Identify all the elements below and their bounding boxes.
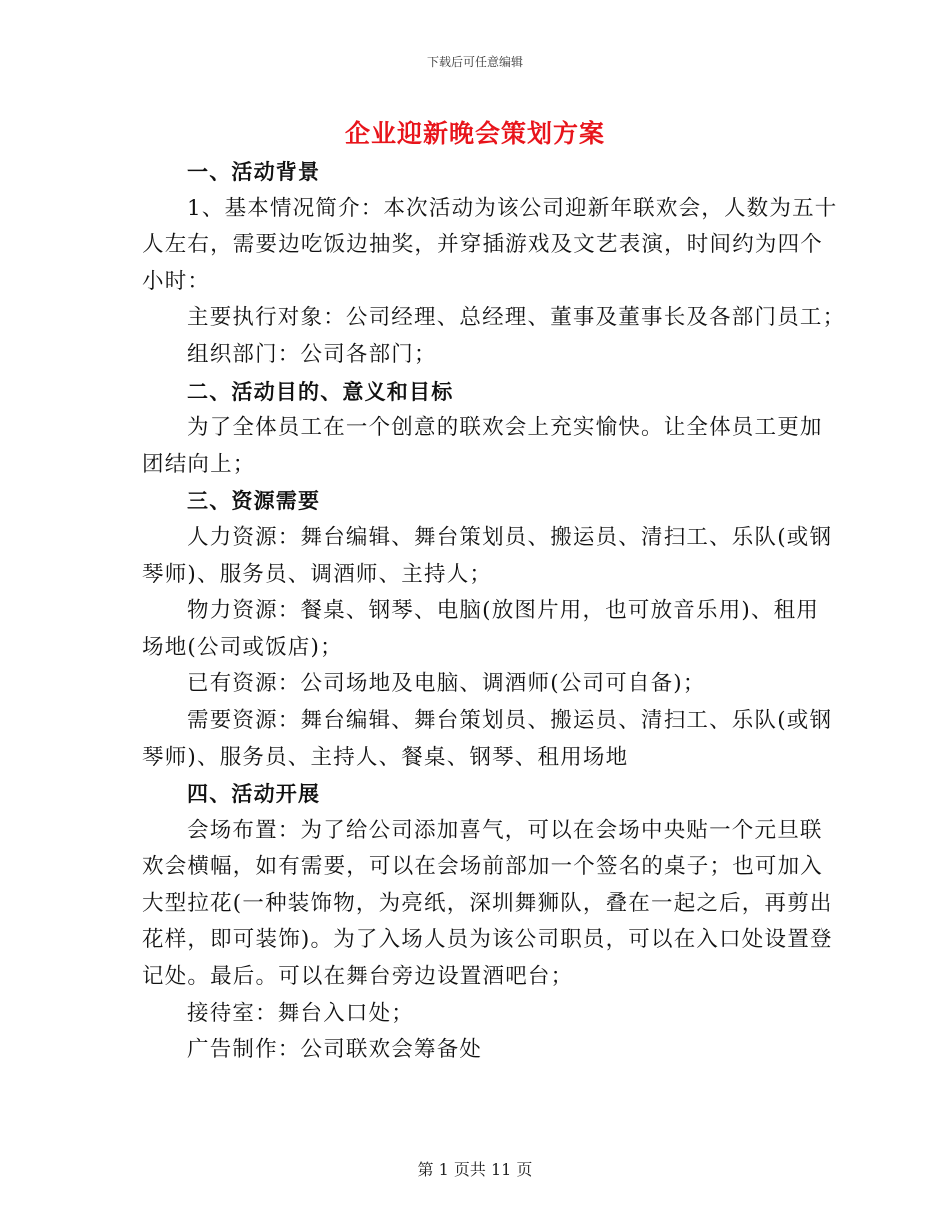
line-9: 团结向上； bbox=[142, 451, 256, 477]
line-15: 已有资源：公司场地及电脑、调酒师(公司可自备)； bbox=[187, 671, 706, 697]
page-footer: 第 1 页共 11 页 bbox=[417, 1160, 533, 1179]
line-8: 为了全体员工在一个创意的联欢会上充实愉快。让全体员工更加 bbox=[187, 415, 823, 441]
document-body bbox=[142, 154, 846, 1069]
line-3: 人左右，需要边吃饭边抽奖，并穿插游戏及文艺表演，时间约为四个 bbox=[142, 232, 824, 258]
line-12: 琴师)、服务员、调酒师、主持人； bbox=[142, 561, 493, 587]
line-16: 需要资源：舞台编辑、舞台策划员、搬运员、清扫工、乐队(或钢 bbox=[187, 707, 833, 733]
line-11: 人力资源：舞台编辑、舞台策划员、搬运员、清扫工、乐队(或钢 bbox=[187, 524, 833, 550]
line-14: 场地(公司或饭店)； bbox=[142, 634, 343, 660]
line-7: 二、活动目的、意义和目标 bbox=[187, 379, 454, 404]
line-4: 小时： bbox=[142, 268, 211, 294]
line-6: 组织部门：公司各部门； bbox=[187, 341, 437, 367]
line-17: 琴师)、服务员、主持人、餐桌、钢琴、租用场地 bbox=[142, 744, 629, 770]
line-5: 主要执行对象：公司经理、总经理、董事及董事长及各部门员工； bbox=[187, 305, 846, 331]
line-21: 大型拉花(一种装饰物，为亮纸，深圳舞狮队，叠在一起之后，再剪出 bbox=[142, 890, 833, 916]
document-title: 企业迎新晚会策划方案 bbox=[344, 119, 605, 148]
line-10: 三、资源需要 bbox=[187, 489, 321, 514]
line-2: 1、基本情况简介：本次活动为该公司迎新年联欢会，人数为五十 bbox=[187, 195, 838, 221]
line-1: 一、活动背景 bbox=[187, 160, 321, 184]
line-19: 会场布置：为了给公司添加喜气，可以在会场中央贴一个元旦联 bbox=[187, 817, 823, 843]
line-24: 接待室：舞台入口处； bbox=[187, 1000, 415, 1026]
line-13: 物力资源：餐桌、钢琴、电脑(放图片用，也可放音乐用)、租用 bbox=[187, 598, 820, 624]
line-23: 记处。最后。可以在舞台旁边设置酒吧台； bbox=[142, 964, 574, 990]
line-25: 广告制作：公司联欢会筹备处 bbox=[187, 1037, 483, 1063]
line-22: 花样，即可装饰)。为了入场人员为该公司职员，可以在入口处设置登 bbox=[142, 927, 833, 953]
line-18: 四、活动开展 bbox=[187, 782, 321, 807]
page-header: 下载后可任意编辑 bbox=[426, 55, 523, 69]
line-20: 欢会横幅，如有需要，可以在会场前部加一个签名的桌子；也可加入 bbox=[142, 854, 824, 880]
